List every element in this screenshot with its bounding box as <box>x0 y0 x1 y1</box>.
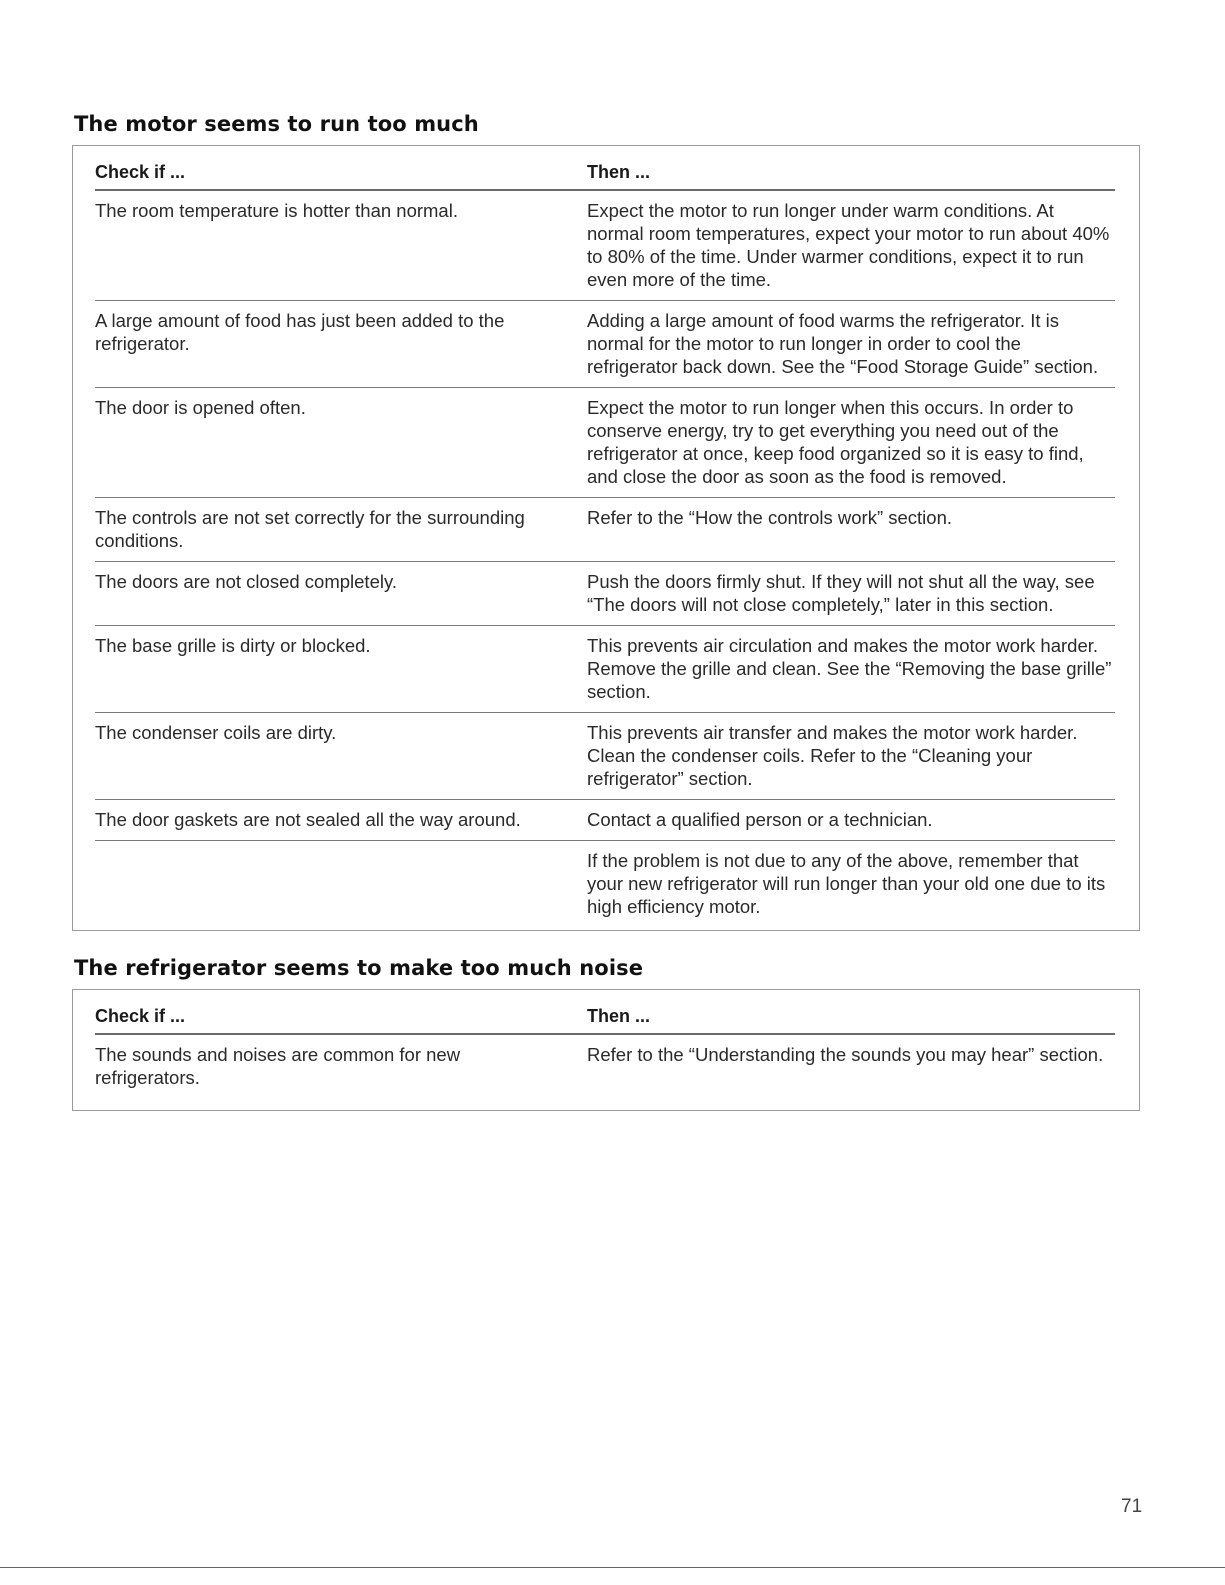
then-cell: Refer to the “Understanding the sounds you may hear” section. <box>587 1044 1104 1065</box>
check-cell: The condenser coils are dirty. <box>95 713 587 800</box>
table-row <box>95 800 1115 841</box>
check-cell: The door is opened often. <box>95 388 587 498</box>
page-bottom-rule <box>0 1567 1225 1568</box>
check-if-header: Check if ... <box>95 162 587 190</box>
then-header: Then ... <box>587 162 1115 190</box>
check-cell: The controls are not set correctly for the surrounding conditions. <box>95 498 587 562</box>
table-row <box>95 301 1115 388</box>
check-cell: A large amount of food has just been added to the refrigerator. <box>95 301 587 388</box>
then-cell: Adding a large amount of food warms the refrigerator. It is normal for the motor to run longer in order to cool the refrigerator back down. See the “Food Storage Guide” section. <box>587 301 1115 388</box>
check-cell: The room temperature is hotter than normal. <box>95 190 587 301</box>
table-row <box>95 388 1115 498</box>
then-cell: Refer to the “How the controls work” section. <box>587 498 1115 562</box>
then-cell: This prevents air transfer and makes the motor work harder. Clean the condenser coils. Refer to the “Cleaning your refrigerator” section. <box>587 713 1115 800</box>
motor-troubleshooting-table <box>72 145 1140 931</box>
then-header: Then ... <box>587 1006 1115 1034</box>
table-row <box>95 626 1115 713</box>
check-cell: The base grille is dirty or blocked. <box>95 626 587 713</box>
table-row <box>95 713 1115 800</box>
then-cell: Push the doors firmly shut. If they will not shut all the way, see “The doors will not close completely,” later in this section. <box>587 562 1115 626</box>
section-title-motor: The motor seems to run too much <box>74 112 479 136</box>
table-row <box>95 190 1115 301</box>
check-cell: The doors are not closed completely. <box>95 562 587 626</box>
table-row <box>95 498 1115 562</box>
page-number: 71 <box>1121 1496 1143 1517</box>
check-cell: The door gaskets are not sealed all the way around. <box>95 800 587 841</box>
check-if-header: Check if ... <box>95 1006 587 1034</box>
check-cell <box>95 841 587 937</box>
table-row <box>95 562 1115 626</box>
then-cell: Expect the motor to run longer under warm conditions. At normal room temperatures, expect your motor to run about 40% to 80% of the time. Under warmer conditions, expect it to run even more of the time. <box>587 190 1115 301</box>
then-cell: Contact a qualified person or a technician. <box>587 800 1115 841</box>
then-cell: This prevents air circulation and makes the motor work harder. Remove the grille and clean. See the “Removing the base grille” section. <box>587 626 1115 713</box>
then-cell: If the problem is not due to any of the above, remember that your new refrigerator will run longer than your old one due to its high efficiency motor. <box>587 850 1106 917</box>
section-title-noise: The refrigerator seems to make too much noise <box>74 956 644 980</box>
table-row <box>95 1034 1115 1107</box>
check-cell: The sounds and noises are common for new refrigerators. <box>95 1044 461 1088</box>
noise-troubleshooting-table <box>72 989 1140 1111</box>
then-cell: Expect the motor to run longer when this occurs. In order to conserve energy, try to get everything you need out of the refrigerator at once, keep food organized so it is easy to find, and close the door as soon as the food is removed. <box>587 388 1115 498</box>
table-row <box>95 841 1115 937</box>
